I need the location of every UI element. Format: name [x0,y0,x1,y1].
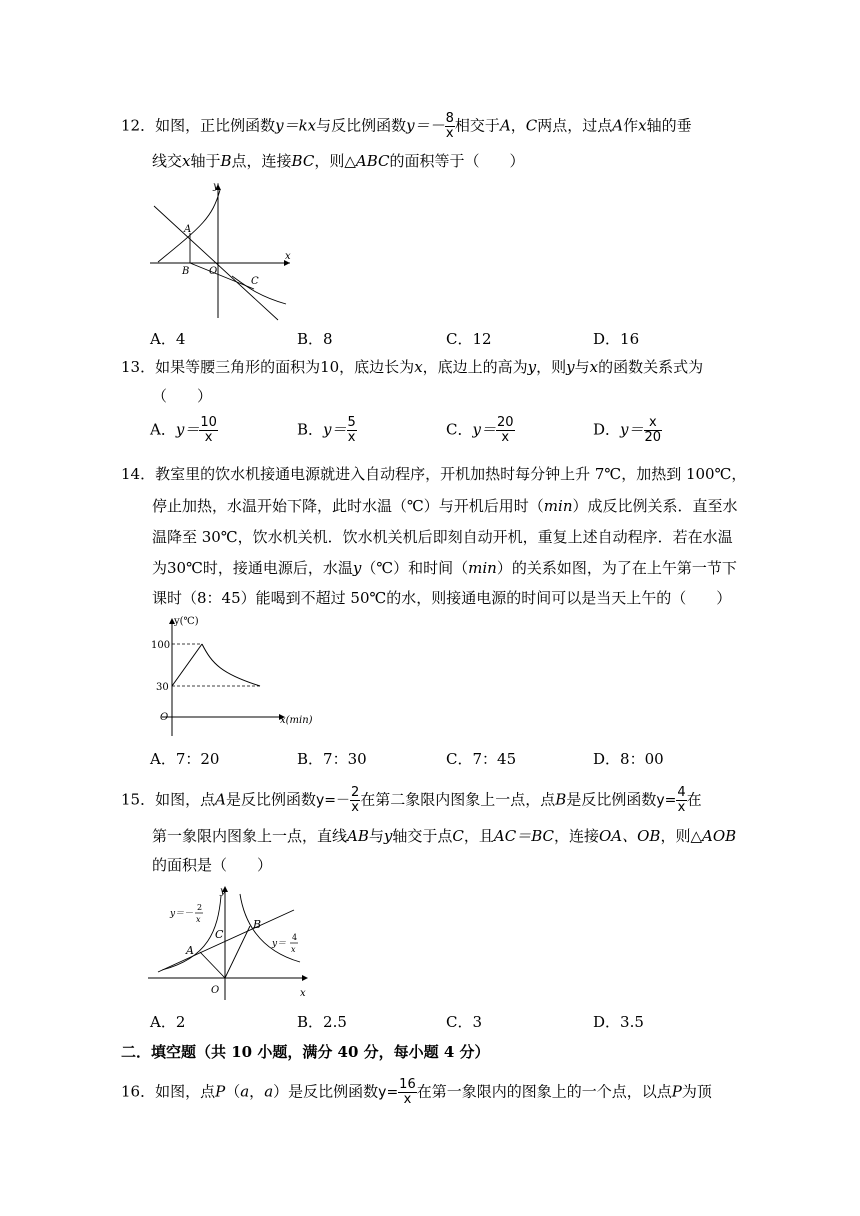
q13-line-2: （ ） [152,387,213,405]
origin-label: O [160,712,169,723]
label-y: y [220,886,226,897]
q13-option-d[interactable]: D．y＝ $\frac{x}{20}$ [593,415,662,445]
segment-OA [200,952,225,978]
label-A: A [184,224,192,235]
label-B: B [182,266,190,277]
q13-line-1: 13．如果等腰三角形的面积为10，底边长为x，底边上的高为y，则y与x的函数关系式为 [121,358,704,376]
question-number: 12． [121,116,156,135]
q15-figure [148,880,313,1005]
q12-line-1: 12．如图，正比例函数y＝kx与反比例函数y＝－ $\frac{8}{x}$ 相交于A，C两点，过点A作x轴的垂 [121,111,692,141]
q12-option-a[interactable]: A．4 [150,330,186,348]
cooling-curve [202,644,260,686]
x-label: x(min) [280,715,313,726]
tick-100: 100 [151,640,171,651]
label-O: O [209,266,218,277]
q13-option-b[interactable]: B．y＝ $\frac{5}{x}$ [297,415,356,445]
q14-line-1: 14．教室里的饮水机接通电源就进入自动程序，开机加热时每分钟上升 7℃，加热到 100℃， [121,465,747,483]
q12-option-b[interactable]: B．8 [297,330,333,348]
q15-line-3: 的面积是（ ） [152,856,273,874]
heating-segment [172,644,202,686]
q14-line-5: 课时（8：45）能喝到不超过 50℃的水，则接通电源的时间可以是当天上午的（ ） [152,589,732,607]
q15-line-2: 第一象限内图象上一点，直线AB与y轴交于点C，且AC＝BC，连接OA、OB，则△AOB [152,827,737,845]
q16-line-1: 16．如图，点P（a，a）是反比例函数y= $\frac{16}{x}$ 在第一象限内的图象上的一个点，以点P为顶 [121,1077,712,1107]
q12-option-c[interactable]: C．12 [446,330,492,348]
q14-line-2: 停止加热，水温开始下降，此时水温（℃）与开机后用时（min）成反比例关系．直至水 [152,497,738,515]
left-func-num: 2 [197,903,203,912]
left-func-den: x [196,915,201,924]
q14-option-b[interactable]: B．7：30 [297,750,367,768]
q12-option-d[interactable]: D．16 [593,330,640,348]
x-axis-arrow [302,975,308,981]
hyperbola-neg2 [162,896,221,970]
label-A: A [186,944,194,957]
segment-BC [190,263,254,289]
segment-OB [225,926,250,978]
q14-line-4: 为30℃时，接通电源后，水温y（℃）和时间（min）的关系如图，为了在上午第一节下 [152,559,737,577]
q14-line-3: 温降至 30℃，饮水机关机．饮水机关机后即刻自动开机，重复上述自动程序．若在水温 [152,528,733,546]
q14-option-c[interactable]: C．7：45 [446,750,517,768]
q12-figure [150,178,300,323]
q15-option-c[interactable]: C．3 [446,1013,483,1031]
y-label: y(℃) [174,616,199,627]
fraction: $\frac{8}{x}$ [445,111,454,141]
q15-option-a[interactable]: A．2 [150,1013,186,1031]
right-func-num: 4 [292,933,298,942]
q14-option-d[interactable]: D．8：00 [593,750,664,768]
right-func-den: x [291,945,296,954]
q15-option-d[interactable]: D．3.5 [593,1013,644,1031]
label-y: y [213,181,219,192]
label-B: B [253,918,262,931]
label-x: x [285,251,291,262]
q15-line-1: 15．如图，点A是反比例函数y=－ $\frac{2}{x}$ 在第二象限内图象上一点，点B是反比例函数y= $\frac{4}{x}$ 在 [121,785,702,815]
label-C: C [215,928,224,941]
q15-option-b[interactable]: B．2.5 [297,1013,347,1031]
q12-line-2: 线交x轴于B点，连接BC，则△ABC的面积等于（ ） [152,152,525,170]
left-func-lhs: y＝－ [170,909,194,919]
tick-30: 30 [156,682,169,693]
label-C: C [251,276,259,287]
label-x: x [300,988,306,999]
label-O: O [211,985,220,996]
section-heading: 二．填空题（共 10 小题，满分 40 分，每小题 4 分） [121,1043,490,1061]
q13-option-c[interactable]: C．y＝ $\frac{20}{x}$ [446,415,514,445]
right-func-lhs: y＝ [272,939,287,949]
hyperbola-branch-4 [232,276,286,304]
q14-figure [150,614,320,742]
q13-option-a[interactable]: A．y＝ $\frac{10}{x}$ [150,415,217,445]
q14-option-a[interactable]: A．7：20 [150,750,220,768]
